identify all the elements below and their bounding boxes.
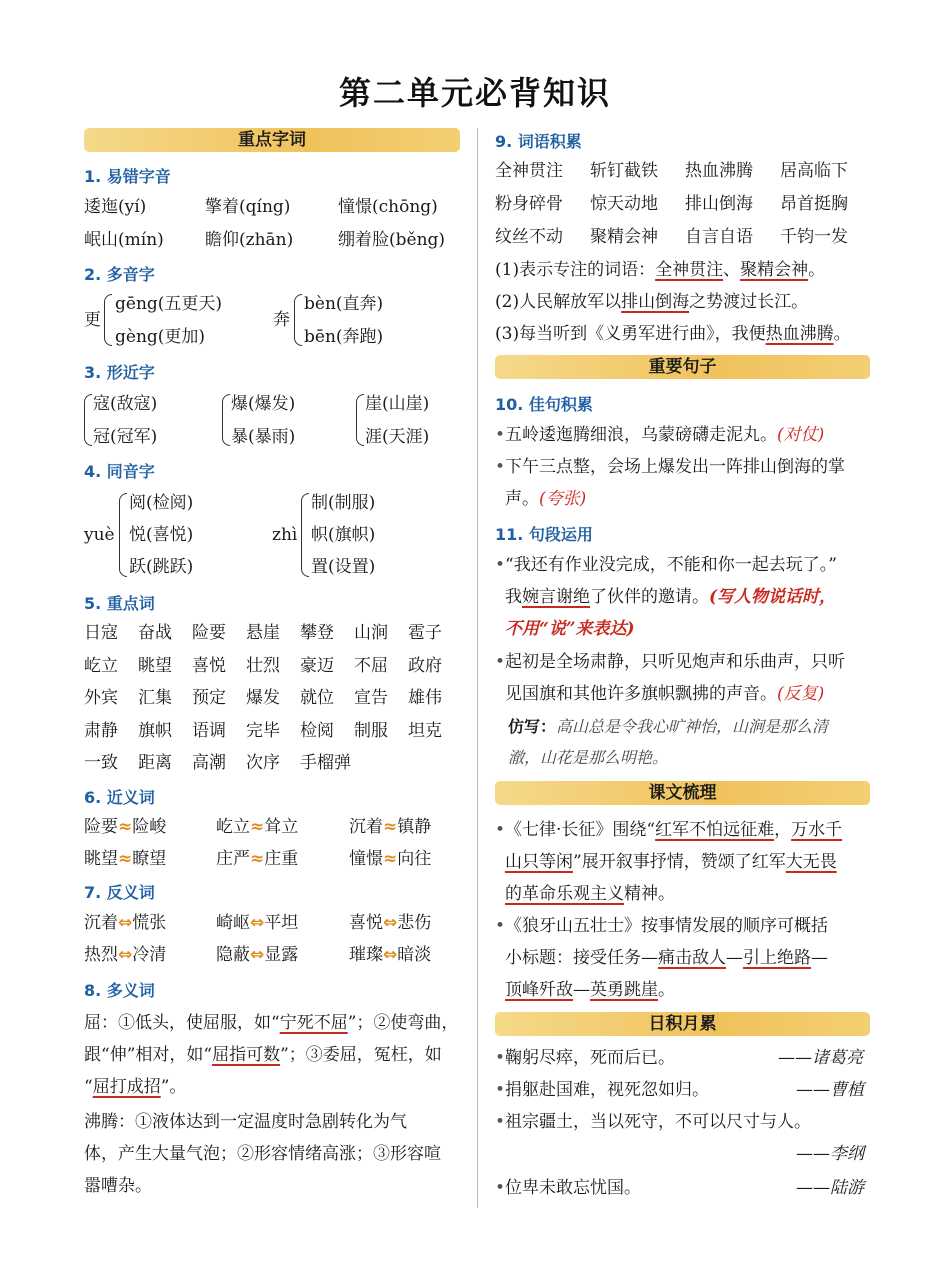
definition-line: 沸腾：①液体达到一定温度时急剧转化为气 — [84, 1112, 407, 1132]
approx-icon: ≈ — [118, 849, 133, 869]
pair-word: 沉着 — [349, 817, 383, 837]
imitation-line — [508, 715, 828, 739]
definition-text: 屈：①低头，使屈服，如“ — [84, 1013, 280, 1033]
quote: 祖宗疆土，当以死守，不可以尺寸与人。 — [505, 1112, 812, 1132]
exercise-text: 、 — [723, 260, 741, 280]
word-item: 绷着脸(běng) — [338, 230, 446, 250]
heading-key-words: 5. 重点词 — [84, 594, 155, 613]
pair-word: 悲伤 — [397, 913, 432, 933]
sentence-text: 我 — [505, 587, 522, 607]
definition-line: 嚣嘈杂。 — [84, 1176, 152, 1196]
quote-text: •祖宗疆土，当以死守，不可以尺寸与人。 — [495, 1112, 812, 1132]
exercise-text: 。 — [833, 324, 851, 344]
pair-word: 热烈 — [84, 945, 118, 965]
key-word: 制服 — [354, 720, 388, 741]
heading-polyphonic-chars: 2. 多音字 — [84, 265, 155, 284]
technique-note: (对仗) — [777, 425, 825, 445]
idiom: 自言自语 — [685, 227, 753, 247]
sentence-line: •“我还有作业没完成，不能和你一起去玩了。” — [495, 555, 837, 575]
key-word: 喜悦 — [192, 655, 226, 676]
answer: 全神贯注 — [655, 260, 724, 280]
similar-char: 爆(爆发) — [231, 394, 296, 414]
example-idiom: 宁死不屈 — [279, 1013, 348, 1033]
approx-icon: ≈ — [118, 817, 133, 837]
homophone-word: 悦(喜悦) — [129, 525, 194, 545]
key-phrase: 痛击敌人 — [658, 948, 726, 968]
key-word: 一致 — [84, 753, 118, 773]
key-word: 眺望 — [138, 655, 172, 676]
technique-note: (写人物说话时， — [709, 587, 837, 607]
pair-word: 崎岖 — [216, 913, 250, 933]
key-word: 壮烈 — [246, 655, 280, 676]
antonym-pair — [84, 911, 166, 935]
antonym-pair — [349, 943, 431, 967]
sentence-line: •起初是全场肃静，只听见炮声和乐曲声，只听 — [495, 652, 846, 672]
key-word: 险要 — [192, 623, 226, 643]
definition-text: ”；②使弯曲， — [347, 1013, 459, 1033]
key-word: 不屈 — [354, 655, 388, 676]
idiom: 聚精会神 — [590, 227, 658, 247]
sentence-text: 下午三点整，会场上爆发出一阵排山倒海的掌 — [505, 457, 846, 477]
brace-icon — [119, 493, 127, 577]
idiom: 排山倒海 — [685, 194, 753, 214]
homophone-pinyin: zhì — [272, 525, 298, 545]
synonym-pair — [216, 847, 298, 871]
review-text: 精神。 — [624, 884, 675, 904]
section-band-key-words: 重点字词 — [84, 128, 460, 152]
key-word: 就位 — [300, 688, 334, 708]
homophone-word: 阅(检阅) — [129, 493, 194, 513]
pair-word: 镇静 — [397, 817, 432, 837]
polyphone-char: 奔 — [273, 310, 290, 330]
exercise-text: (2)人民解放军以 — [495, 292, 622, 312]
synonym-pair — [84, 815, 166, 839]
homophone-pinyin: yuè — [84, 525, 115, 545]
key-word: 完毕 — [246, 720, 280, 741]
pair-word: 耸立 — [264, 817, 299, 837]
review-line: •《狼牙山五壮士》按事情发展的顺序可概括 — [495, 916, 829, 936]
exercise-text: (3)每当听到《义勇军进行曲》，我便 — [495, 324, 766, 344]
similar-char: 崖(山崖) — [365, 394, 430, 414]
key-word: 悬崖 — [246, 623, 280, 643]
brace-icon — [84, 394, 92, 446]
quote-author: ——李纲 — [796, 1144, 864, 1164]
polyphone-char: 更 — [84, 310, 101, 330]
antonym-pair — [84, 943, 166, 967]
review-text: 《狼牙山五壮士》按事情发展的顺序可概括 — [505, 916, 829, 936]
definition-line — [84, 1043, 442, 1067]
quote: 位卑未敢忘忧国。 — [505, 1178, 642, 1198]
definition-text: ”。 — [160, 1077, 187, 1097]
key-phrase: 英勇跳崖 — [590, 980, 658, 1000]
idiom: 纹丝不动 — [495, 227, 563, 247]
word-item: 瞻仰(zhān) — [205, 230, 294, 250]
heading-homophones: 4. 同音字 — [84, 462, 155, 481]
pair-word: 屹立 — [216, 817, 250, 837]
similar-char: 冠(冠军) — [93, 427, 158, 447]
polyphone-reading: bèn(直奔) — [304, 294, 384, 314]
key-word: 高潮 — [192, 753, 226, 773]
pair-word: 憧憬 — [349, 849, 383, 869]
idiom: 惊天动地 — [590, 194, 658, 214]
exercise-text: (1)表示专注的词语： — [495, 260, 656, 280]
homophone-word: 制(制服) — [311, 493, 376, 513]
approx-icon: ≈ — [250, 849, 265, 869]
key-word: 检阅 — [300, 720, 334, 741]
key-word: 日寇 — [84, 623, 118, 643]
pair-word: 险峻 — [132, 817, 167, 837]
idiom: 全神贯注 — [495, 161, 563, 181]
polyphone-reading: bēn(奔跑) — [304, 327, 384, 347]
antonym-pair — [216, 911, 298, 935]
brace-icon — [301, 493, 309, 577]
review-text: 小标题：接受任务— — [505, 948, 658, 968]
similar-char: 暴(暴雨) — [231, 427, 296, 447]
review-line — [505, 850, 837, 874]
technique-note: (夸张) — [539, 489, 587, 509]
homophone-word: 帜(旗帜) — [311, 525, 376, 545]
pair-word: 喜悦 — [349, 913, 383, 933]
section-band-daily-accumulation: 日积月累 — [495, 1012, 870, 1036]
review-line — [505, 978, 675, 1002]
pair-word: 险要 — [84, 817, 118, 837]
sentence-line — [505, 585, 836, 609]
key-word: 雄伟 — [408, 688, 442, 708]
homophone-word: 跃(跳跃) — [129, 557, 194, 577]
technique-note: 不用“说”来表达) — [505, 619, 635, 639]
idiom: 粉身碎骨 — [495, 194, 563, 214]
pair-word: 沉着 — [84, 913, 118, 933]
quote-text: •位卑未敢忘忧国。 — [495, 1178, 642, 1198]
double-arrow-icon: ⇔ — [383, 913, 398, 933]
word-item: 岷山(mín) — [84, 230, 164, 250]
answer: 排山倒海 — [621, 292, 690, 312]
quote: 鞠躬尽瘁，死而后已。 — [505, 1048, 676, 1068]
exercise-line — [495, 290, 808, 314]
key-word: 爆发 — [246, 688, 280, 708]
key-word: 手榴弹 — [300, 753, 351, 773]
idiom: 昂首挺胸 — [780, 194, 848, 214]
pair-word: 隐蔽 — [216, 945, 250, 965]
sentence-text: 了伙伴的邀请。 — [590, 587, 709, 607]
exercise-line — [495, 258, 825, 282]
heading-fine-sentences: 10. 佳句积累 — [495, 395, 593, 414]
similar-char: 涯(天涯) — [365, 427, 430, 447]
heading-paragraph-usage: 11. 句段运用 — [495, 525, 593, 544]
approx-icon: ≈ — [250, 817, 265, 837]
review-line — [505, 882, 675, 906]
approx-icon: ≈ — [383, 817, 398, 837]
exercise-text: 之势渡过长江。 — [689, 292, 809, 312]
answer: 聚精会神 — [740, 260, 809, 280]
sentence-line — [505, 487, 586, 511]
key-word: 坦克 — [408, 720, 442, 741]
sentence-text: 五岭逶迤腾细浪，乌蒙磅礴走泥丸。 — [505, 425, 778, 445]
quote-text: •鞠躬尽瘁，死而后已。 — [495, 1048, 676, 1068]
key-word: 攀登 — [300, 623, 334, 643]
sentence-text: 声。 — [505, 489, 539, 509]
review-text: — — [573, 980, 590, 1000]
idiom: 热血沸腾 — [685, 161, 753, 181]
review-line: •《七律·长征》围绕“红军不怕远征难，万水千 — [495, 820, 843, 840]
similar-char: 寇(敌寇) — [93, 394, 158, 414]
heading-similar-chars: 3. 形近字 — [84, 363, 155, 382]
imitation-text: 澈，山花是那么明艳。 — [508, 748, 669, 767]
synonym-pair — [349, 847, 431, 871]
brace-icon — [104, 294, 112, 346]
definition-line — [84, 1011, 458, 1035]
key-phrase: 红军不怕远征难 — [655, 820, 775, 840]
key-word: 豪迈 — [300, 655, 334, 676]
double-arrow-icon: ⇔ — [118, 945, 133, 965]
quote-author: ——诸葛亮 — [778, 1048, 863, 1068]
double-arrow-icon: ⇔ — [118, 913, 133, 933]
quote: 捐躯赴国难，视死忽如归。 — [505, 1080, 710, 1100]
key-phrase: 婉言谢绝 — [522, 587, 590, 607]
pair-word: 慌张 — [132, 913, 167, 933]
key-phrase: 山只等闲 — [505, 852, 573, 872]
key-word: 肃静 — [84, 720, 118, 741]
pair-word: 庄重 — [264, 849, 299, 869]
key-phrase: 万水千 — [791, 820, 843, 840]
sentence-text: “我还有作业没完成，不能和你一起去玩了。” — [505, 555, 837, 575]
polyphone-reading: gēng(五更天) — [115, 294, 223, 314]
antonym-pair — [216, 943, 298, 967]
heading-vocabulary: 9. 词语积累 — [495, 132, 582, 151]
word-item: 憧憬(chōng) — [338, 197, 438, 217]
example-idiom: 屈打成招 — [92, 1077, 161, 1097]
brace-icon — [356, 394, 364, 446]
idiom: 斩钉截铁 — [590, 161, 658, 181]
key-phrase: 顶峰歼敌 — [505, 980, 573, 1000]
review-text: 《七律·长征》围绕“ — [505, 820, 656, 840]
key-word: 奋战 — [138, 623, 172, 643]
example-idiom: 屈指可数 — [212, 1045, 281, 1065]
quote-text: •捐躯赴国难，视死忽如归。 — [495, 1080, 710, 1100]
key-phrase: 引上绝路 — [743, 948, 811, 968]
answer: 热血沸腾 — [765, 324, 834, 344]
synonym-pair — [84, 847, 166, 871]
antonym-pair — [349, 911, 431, 935]
key-word: 次序 — [246, 753, 280, 773]
pair-word: 瞭望 — [132, 849, 167, 869]
word-item: 擎着(qíng) — [205, 197, 291, 217]
homophone-word: 置(设置) — [311, 557, 376, 577]
review-text: ， — [774, 820, 792, 840]
pair-word: 向往 — [397, 849, 432, 869]
technique-note: (反复) — [777, 684, 825, 704]
key-word: 外宾 — [84, 688, 118, 708]
pair-word: 显露 — [264, 945, 299, 965]
idiom: 千钧一发 — [780, 227, 848, 247]
quote-author: ——曹植 — [796, 1080, 864, 1100]
pair-word: 暗淡 — [397, 945, 432, 965]
review-text: — — [726, 948, 743, 968]
sentence-text: 起初是全场肃静，只听见炮声和乐曲声，只听 — [505, 652, 846, 672]
key-word: 语调 — [192, 720, 226, 741]
key-word: 距离 — [138, 753, 172, 773]
double-arrow-icon: ⇔ — [250, 945, 265, 965]
pair-word: 冷清 — [132, 945, 167, 965]
review-text: 。 — [658, 980, 675, 1000]
pair-word: 眺望 — [84, 849, 118, 869]
review-text: — — [811, 948, 828, 968]
review-line — [505, 946, 828, 970]
polyphone-reading: gèng(更加) — [115, 327, 206, 347]
key-word: 屹立 — [84, 655, 118, 676]
heading-error-prone-pronunciation: 1. 易错字音 — [84, 167, 171, 186]
brace-icon — [294, 294, 302, 346]
definition-line: 体，产生大量气泡；②形容情绪高涨；③形容喧 — [84, 1144, 441, 1164]
key-word: 预定 — [192, 688, 226, 708]
imitation-text: 高山总是令我心旷神怡，山涧是那么清 — [556, 717, 829, 736]
sentence-text: 见国旗和其他许多旗帜飘拂的声音。 — [505, 684, 777, 704]
key-word: 汇集 — [138, 688, 172, 708]
key-word: 政府 — [408, 655, 442, 676]
definition-text: 跟“伸”相对，如“ — [84, 1045, 213, 1065]
heading-antonyms: 7. 反义词 — [84, 883, 155, 902]
word-item: 逶迤(yí) — [84, 197, 147, 217]
synonym-pair — [349, 815, 431, 839]
approx-icon: ≈ — [383, 849, 398, 869]
double-arrow-icon: ⇔ — [250, 913, 265, 933]
quote-author: ——陆游 — [796, 1178, 864, 1198]
sentence-line — [505, 682, 824, 706]
pair-word: 平坦 — [264, 913, 299, 933]
key-phrase: 的革命乐观主义 — [505, 884, 624, 904]
imitation-label: 仿写： — [508, 717, 557, 736]
page-title: 第二单元必背知识 — [338, 74, 611, 112]
key-word: 雹子 — [408, 623, 442, 643]
pair-word: 庄严 — [216, 849, 250, 869]
review-text: ”展开叙事抒情，赞颂了红军 — [573, 852, 786, 872]
column-divider — [477, 128, 478, 1208]
key-word: 山涧 — [354, 623, 388, 643]
definition-text: “ — [84, 1077, 93, 1097]
key-phrase: 大无畏 — [785, 852, 837, 872]
key-word: 旗帜 — [138, 720, 172, 741]
idiom: 居高临下 — [780, 161, 848, 181]
section-band-text-review: 课文梳理 — [495, 781, 870, 805]
synonym-pair — [216, 815, 298, 839]
double-arrow-icon: ⇔ — [383, 945, 398, 965]
heading-polysemous-words: 8. 多义词 — [84, 981, 155, 1000]
definition-line — [84, 1075, 186, 1099]
exercise-line — [495, 322, 851, 346]
definition-text: ”；③委屈，冤枉，如 — [280, 1045, 442, 1065]
sentence-line: •下午三点整，会场上爆发出一阵排山倒海的掌 — [495, 457, 846, 477]
section-band-important-sentences: 重要句子 — [495, 355, 870, 379]
pair-word: 璀璨 — [349, 945, 383, 965]
heading-synonyms: 6. 近义词 — [84, 788, 155, 807]
sentence-line: •五岭逶迤腾细浪，乌蒙磅礴走泥丸。(对仗) — [495, 425, 825, 445]
key-word: 宣告 — [354, 688, 388, 708]
brace-icon — [222, 394, 230, 446]
exercise-text: 。 — [808, 260, 826, 280]
